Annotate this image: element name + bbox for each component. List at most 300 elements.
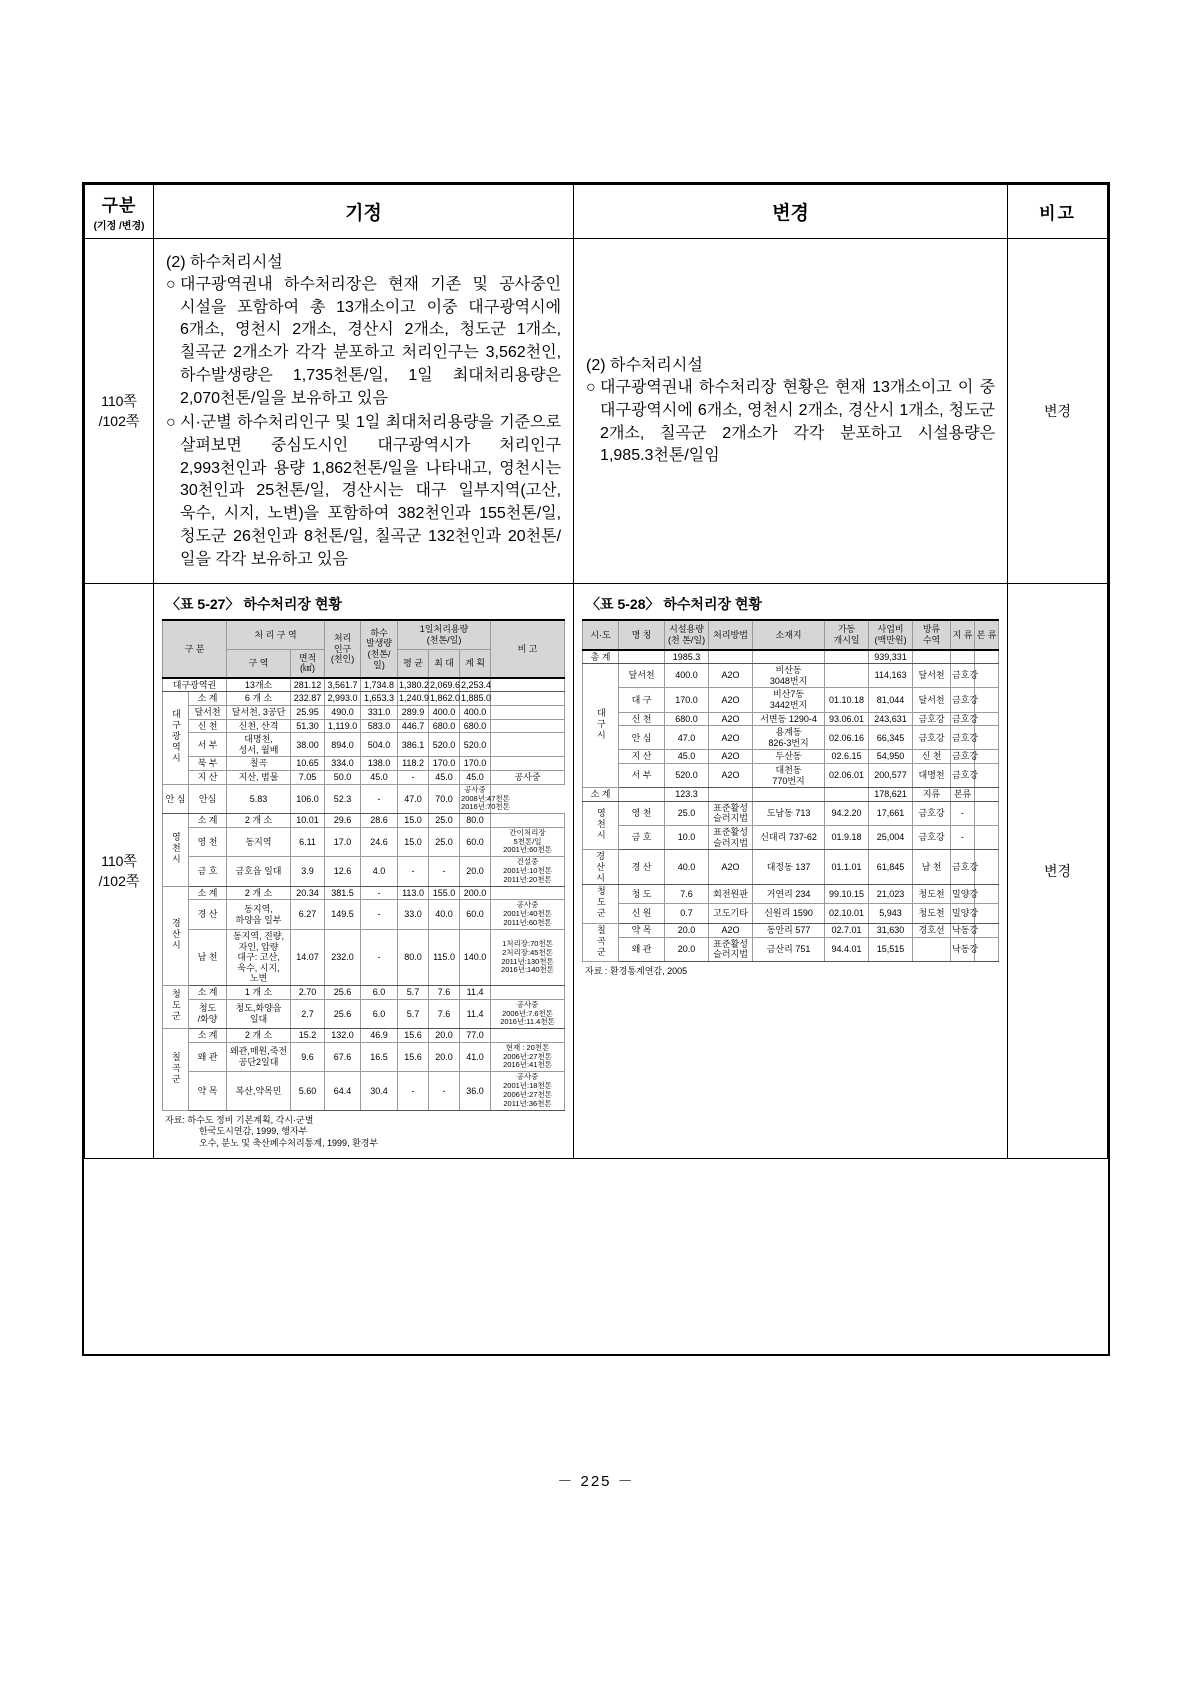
cell-facility-name [619,788,665,802]
cell-area-size: 6.27 [291,900,325,930]
table-row [583,788,999,802]
cell-area-name: 복산,약목민 [227,1072,291,1110]
table-row [163,733,565,757]
cell-area-name: 칠곡 [227,757,291,771]
cell-location: 대천동 770번지 [753,764,825,788]
cell-cap-max: 7.6 [429,999,460,1029]
table-528 [582,619,999,962]
cell-area-name: 2 개 소 [227,814,291,828]
cell-capacity: 1985.3 [665,650,709,664]
table-row [163,930,565,986]
cell-population: 12.6 [325,857,361,887]
cell-method: A2O [709,688,753,712]
cell-capacity: 47.0 [665,726,709,750]
cell-subregion: 남 천 [189,930,227,986]
cell-area-size: 3.9 [291,857,325,887]
cell-sewage: 331.0 [361,706,398,720]
table-row [163,857,565,887]
cell-branch: 낙동강 [951,937,975,962]
cell-cap-max: 40.0 [429,900,460,930]
table-row [583,826,999,850]
cell-region: 대구광역권 [163,678,227,692]
cell-population: 149.5 [325,900,361,930]
cell-cap-max: - [429,857,460,887]
cell-cost: 66,345 [869,726,913,750]
cell-open-date: 02.10.01 [825,904,869,923]
cell-cap-max: 1,862.0 [429,692,460,706]
cell-cap-avg: 1,240.9 [398,692,429,706]
cell-facility-name: 왜 관 [619,937,665,962]
cell-method: 표준활성 슬러지법 [709,826,753,850]
cell-area-size: 5.83 [227,784,291,814]
cell-location: 거연리 234 [753,885,825,904]
cell-facility-name: 달서천 [619,664,665,688]
cell-subregion: 신 천 [189,719,227,733]
cell-cap-avg: 15.0 [398,827,429,857]
cell-main [975,850,999,885]
remark-cell-1: 변경 [1008,239,1108,584]
cell-outflow [913,937,951,962]
page-ref-1: 110쪽 /102쪽 [85,239,154,584]
cell-capacity: 170.0 [665,688,709,712]
cell-main [975,904,999,923]
cell-subregion: 약 목 [189,1072,227,1110]
cell-remark: 공사중 [491,771,565,785]
cell-main [975,885,999,904]
cell-method [709,650,753,664]
cell-area-name: 안심 [189,784,227,814]
cell-sido: 총 계 [583,650,619,664]
cell-main [975,801,999,825]
remark-cell-2: 변경 [1008,584,1108,1158]
cell-remark: 공사중 2008년:47천톤 2016년:70천톤 [460,784,491,814]
cell-cap-plan: 60.0 [460,827,491,857]
cell-sewage: 504.0 [361,733,398,757]
table-row [163,1029,565,1043]
cell-subregion: 경 산 [189,900,227,930]
cell-branch: 금호강 [951,726,975,750]
cell-area-size: 14.07 [291,930,325,986]
cell-area-name: 동지역, 진량, 자인, 압량 대구: 고산, 욱수, 시지, 노변 [227,930,291,986]
cell-facility-name: 대 구 [619,688,665,712]
cell-facility-name: 영 천 [619,801,665,825]
table-row [163,814,565,828]
cell-subregion: 지 산 [189,771,227,785]
cell-cap-avg: 386.1 [398,733,429,757]
cell-subregion: 달서천 [189,706,227,720]
cell-capacity: 20.0 [665,923,709,937]
cell-population: 64.4 [325,1072,361,1110]
cell-location [753,788,825,802]
table-row [163,827,565,857]
cell-main [975,664,999,688]
main-grid [84,184,1108,1159]
cell-area-size: 10.01 [291,814,325,828]
sido-vertical-label: 청도군 [595,886,606,920]
table-527 [162,619,565,1110]
cell-cap-plan: 45.0 [460,771,491,785]
th-528-main: 본 류 [975,620,999,649]
cell-main [975,788,999,802]
cell-cap-plan: 41.0 [460,1042,491,1072]
cell-cap-avg: 118.2 [398,757,429,771]
cell-cost: 939,331 [869,650,913,664]
cell-sewage: 6.0 [361,986,398,1000]
cell-area-name: 6 개 소 [227,692,291,706]
table-row [583,885,999,904]
cell-cap-max: 25.0 [429,827,460,857]
changed-bullets [586,377,995,468]
cell-outflow: 금호강 [913,726,951,750]
header-existing: 기정 [154,185,574,239]
cell-cap-avg: 15.0 [398,814,429,828]
cell-open-date: 02.06.01 [825,764,869,788]
cell-population: 334.0 [325,757,361,771]
bullet-item [166,412,561,571]
cell-open-date: 02.7.01 [825,923,869,937]
table-row [583,726,999,750]
cell-population: 232.0 [325,930,361,986]
cell-capacity: 0.7 [665,904,709,923]
cell-method: A2O [709,664,753,688]
cell-region-label [163,986,189,1029]
cell-cap-avg: - [398,771,429,785]
cell-main [975,688,999,712]
cell-method: A2O [709,750,753,764]
table-528-source: 자료 : 환경통계연감, 2005 [585,966,688,977]
cell-cost: 200,577 [869,764,913,788]
cell-main [975,712,999,726]
table-row [583,664,999,688]
cell-location: 서변동 1290-4 [753,712,825,726]
table-row [163,986,565,1000]
cell-branch: 금호강 [951,688,975,712]
cell-region-label [163,692,189,784]
cell-sewage: 52.3 [325,784,361,814]
cell-cap-plan: 36.0 [460,1072,491,1110]
th-527-area-group: 처 리 구 역 [227,620,325,649]
cell-cap-max: 115.0 [429,930,460,986]
cell-region-label [163,886,189,985]
cell-subregion: 소 계 [189,886,227,900]
cell-open-date: 01.10.18 [825,688,869,712]
cell-population: 894.0 [325,733,361,757]
cell-cap-max: 25.0 [429,814,460,828]
cell-sewage: - [361,886,398,900]
cell-outflow: 금호강 [913,826,951,850]
cell-cap-avg: - [398,1072,429,1110]
cell-area-name: 지산, 범물 [227,771,291,785]
cell-cost: 114,163 [869,664,913,688]
cell-area-size: 20.34 [291,886,325,900]
cell-area-size: 10.65 [291,757,325,771]
cell-capacity: 25.0 [665,801,709,825]
table-row [583,712,999,726]
cell-area-size: 5.60 [291,1072,325,1110]
cell-capacity: 45.0 [665,750,709,764]
cell-population: 25.6 [325,999,361,1029]
cell-cap-max: 520.0 [429,733,460,757]
cell-facility-name: 서 부 [619,764,665,788]
cell-region-label [163,814,189,887]
cell-location: 용계동 826-3번지 [753,726,825,750]
cell-cap-avg: 1,380.2 [398,678,429,692]
cell-subregion: 청도 /화양 [189,999,227,1029]
table-row [583,801,999,825]
cell-cap-avg: 289.9 [398,706,429,720]
cell-main [975,826,999,850]
cell-method: A2O [709,712,753,726]
th-527-gubun: 구 분 [163,620,227,677]
cell-open-date: 02.6.15 [825,750,869,764]
cell-sido: 소 계 [583,788,619,802]
cell-cap-plan: 680.0 [460,719,491,733]
cell-sido [583,801,619,849]
table-row [163,757,565,771]
cell-cap-plan: 1,885.0 [460,692,491,706]
cell-subregion: 안 심 [163,784,189,814]
cell-population: 3,561.7 [325,678,361,692]
th-527-area-size: 면적(㎢) [291,649,325,678]
cell-area-size: 2.7 [291,999,325,1029]
cell-cost: 54,950 [869,750,913,764]
cell-cap-plan: 520.0 [460,733,491,757]
cell-population: 67.6 [325,1042,361,1072]
cell-sewage: 1,734.8 [361,678,398,692]
cell-sewage: 45.0 [361,771,398,785]
bullet-text: 대구광역권내 하수처리장은 현재 기존 및 공사중인 시설을 포함하여 총 13개소이고 이중 대구광역시에 6개소, 영천시 2개소, 경산시 2개소, 청도군 1개소, 칠곡군 2개소가 각각 분포하고 처리인구는 3,562천인, 하수발생량은 1,735천톤/일, 1일 최대처리용량은 2,070천톤/일을 보유하고 있음 [180,276,562,407]
header-gubun-sub: (기정 /변경) [93,221,145,232]
cell-population: 2,993.0 [325,692,361,706]
cell-main [975,923,999,937]
bullet-text: 대구광역권내 하수처리장 현황은 현재 13개소이고 이 중 대구광역시에 6개소, 영천시 2개소, 경산시 1개소, 청도군 2개소, 칠곡군 2개소가 각각 분포하고 시설용량은 1,985.3천톤/일임 [600,379,996,465]
cell-branch: 낙동강 [951,923,975,937]
comparison-sheet [82,182,1110,1356]
cell-cost: 15,515 [869,937,913,962]
cell-main [975,650,999,664]
cell-remark [491,733,565,757]
cell-remark: 현재 : 20천톤 2006년:27천톤 2016년:41천톤 [491,1042,565,1072]
cell-region-label [163,1029,189,1111]
cell-cap-plan: 140.0 [460,930,491,986]
table-row [163,719,565,733]
cell-remark: 건설중 2001년:10천톤 2011년:20천톤 [491,857,565,887]
cell-area-size: 7.05 [291,771,325,785]
cell-remark [491,814,565,828]
cell-location: 동안리 577 [753,923,825,937]
cell-cap-avg: 5.7 [398,999,429,1029]
cell-cap-plan: 70.0 [429,784,460,814]
table-row [583,750,999,764]
th-528-method: 처리방법 [709,620,753,649]
cell-sewage: 30.4 [361,1072,398,1110]
cell-sewage: 6.0 [361,999,398,1029]
cell-cap-avg: - [361,784,398,814]
table-row [163,886,565,900]
cell-cap-avg: 80.0 [398,930,429,986]
cell-cost: 61,845 [869,850,913,885]
cell-area-size: 38.00 [291,733,325,757]
sido-vertical-label: 영천시 [595,807,606,841]
cell-remark [491,886,565,900]
cell-subregion: 영 천 [189,827,227,857]
table-row [163,999,565,1029]
cell-area-size: 15.2 [291,1029,325,1043]
cell-area-size: 232.87 [291,692,325,706]
table-row [583,764,999,788]
cell-population: 1,119.0 [325,719,361,733]
cell-facility-name: 안 심 [619,726,665,750]
cell-outflow: 금호강 [913,801,951,825]
header-changed: 변경 [574,185,1008,239]
cell-cost: 25,004 [869,826,913,850]
cell-remark [491,757,565,771]
cell-branch: 본류 [951,788,975,802]
table-row [163,706,565,720]
cell-remark [491,1029,565,1043]
cell-area-size: 2.70 [291,986,325,1000]
changed-title: (2) 하수처리시설 [586,357,703,375]
cell-subregion: 서 부 [189,733,227,757]
cell-outflow: 달서천 [913,688,951,712]
cell-population: 25.6 [325,986,361,1000]
cell-sido [583,923,619,962]
cell-method: 표준활성 슬러지법 [709,937,753,962]
cell-cap-max: 170.0 [429,757,460,771]
table-row [583,937,999,962]
cell-remark: 공사중 2006년:7.6천톤 2016년:11.4천톤 [491,999,565,1029]
cell-area-size: 51.30 [291,719,325,733]
cell-main [975,726,999,750]
cell-outflow: 지류 [913,788,951,802]
cell-remark [491,678,565,692]
bullet-marker-icon: ○ [586,379,596,397]
cell-location: 비산동 3048번지 [753,664,825,688]
cell-outflow: 청도천 [913,885,951,904]
th-528-location: 소재지 [753,620,825,649]
table-row [583,688,999,712]
cell-cost: 17,661 [869,801,913,825]
cell-capacity: 40.0 [665,850,709,885]
cell-area-name: 신천, 산격 [227,719,291,733]
cell-location [753,650,825,664]
cell-remark: 1처리장:70천톤 2처리장:45천톤 2011년:130천톤 2016년:140천톤 [491,930,565,986]
cell-main [975,937,999,962]
table-row [163,1072,565,1110]
th-527-sewage: 하수 발생량 (천톤/일) [361,620,398,677]
header-remark: 비고 [1008,185,1108,239]
cell-area-name: 1 개 소 [227,986,291,1000]
th-527-cap-plan: 계 획 [460,649,491,678]
cell-capacity: 7.6 [665,885,709,904]
cell-cap-avg: 15.6 [398,1029,429,1043]
cell-sido [583,664,619,788]
table-527-cell [154,584,574,1158]
cell-remark [491,719,565,733]
bullet-marker-icon: ○ [166,414,176,432]
table-row [163,771,565,785]
cell-facility-name [619,650,665,664]
cell-area-size: 9.6 [291,1042,325,1072]
cell-outflow: 달서천 [913,664,951,688]
cell-cap-max: 680.0 [429,719,460,733]
cell-cost: 21,023 [869,885,913,904]
cell-sewage: 16.5 [361,1042,398,1072]
cell-remark: 간이처리장 5천톤/일 2001년:60천톤 [491,827,565,857]
th-528-capacity: 시설용량 (천 톤/일) [665,620,709,649]
cell-branch: - [951,801,975,825]
cell-cap-max: 7.6 [429,986,460,1000]
cell-sewage: 138.0 [361,757,398,771]
cell-population: 490.0 [325,706,361,720]
cell-area-name: 왜관,매원,죽전 공단2일대 [227,1042,291,1072]
cell-cap-plan: 2,253.4 [460,678,491,692]
cell-location: 신원리 1590 [753,904,825,923]
region-vertical-label: 영천시 [170,832,181,866]
cell-cap-avg: 446.7 [398,719,429,733]
table-row [163,692,565,706]
cell-cap-max: - [429,1072,460,1110]
cell-area-name: 동지역 [227,827,291,857]
cell-cap-max: 47.0 [398,784,429,814]
cell-cap-max: 2,069.6 [429,678,460,692]
region-vertical-label: 대구광역시 [170,709,181,765]
cell-method: 표준활성 슬러지법 [709,801,753,825]
cell-population: 381.5 [325,886,361,900]
cell-cap-max: 20.0 [429,1042,460,1072]
cell-area-size: 6.11 [291,827,325,857]
cell-branch: 밀양강 [951,904,975,923]
table-528-cell [574,584,1008,1158]
cell-outflow: 남 천 [913,850,951,885]
cell-cap-plan: 60.0 [460,900,491,930]
text-comparison-row [85,239,1108,584]
page-ref-2: 110쪽 /102쪽 [85,584,154,1158]
sido-vertical-label: 칠곡군 [595,924,606,958]
cell-open-date [825,788,869,802]
cell-open-date: 93.06.01 [825,712,869,726]
cell-branch: 금호강 [951,850,975,885]
cell-sewage: 4.0 [361,857,398,887]
cell-area-size: 25.95 [291,706,325,720]
table-row [583,650,999,664]
cell-cap-avg: 15.6 [398,1042,429,1072]
cell-branch: 금호강 [951,750,975,764]
cell-area-name: 2 개 소 [227,886,291,900]
th-528-name: 명 칭 [619,620,665,649]
sido-vertical-label: 대구시 [595,707,606,741]
cell-cost: 31,630 [869,923,913,937]
table-row [163,1042,565,1072]
cell-branch: - [951,826,975,850]
th-528-opendate: 가동 개시일 [825,620,869,649]
cell-area-name: 2 개 소 [227,1029,291,1043]
cell-open-date [825,650,869,664]
cell-cap-avg: 113.0 [398,886,429,900]
cell-location: 도남동 713 [753,801,825,825]
cell-cap-max: 155.0 [429,886,460,900]
table-row [583,904,999,923]
cell-open-date: 99.10.15 [825,885,869,904]
cell-area-name: 금호읍 일대 [227,857,291,887]
cell-capacity: 123.3 [665,788,709,802]
cell-location: 두산동 [753,750,825,764]
cell-population: 50.0 [325,771,361,785]
cell-population: 106.0 [291,784,325,814]
cell-open-date [825,664,869,688]
cell-outflow: 대명천 [913,764,951,788]
cell-method: A2O [709,726,753,750]
